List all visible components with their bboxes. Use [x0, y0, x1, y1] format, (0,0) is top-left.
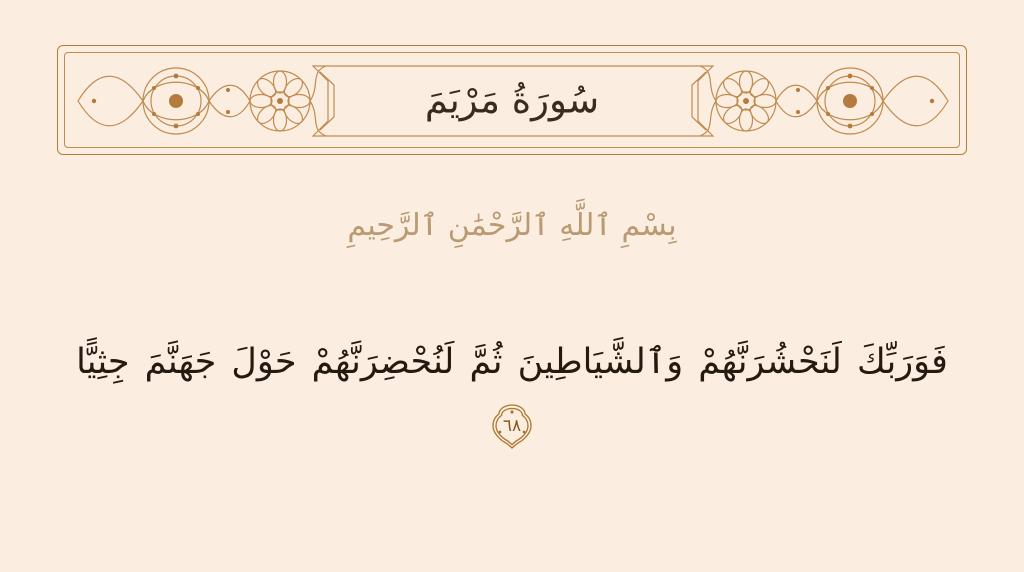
ayah-number: ٦٨: [502, 416, 522, 437]
ayah-end-rosette-icon: [488, 402, 536, 450]
surah-title: سُورَةُ مَرْيَمَ: [424, 78, 600, 122]
ayah-block: [52, 330, 972, 460]
surah-header-band: [57, 45, 967, 155]
basmala-text: بِسْمِ ٱللَّهِ ٱلرَّحْمَٰنِ ٱلرَّحِيمِ: [347, 208, 677, 243]
ayah-text: فَوَرَبِّكَ لَنَحْشُرَنَّهُمْ وَٱلشَّيَاطِينَ ثُمَّ لَنُحْضِرَنَّهُمْ حَوْلَ جَهَنَّمَ جِثِيًّا: [76, 342, 948, 382]
